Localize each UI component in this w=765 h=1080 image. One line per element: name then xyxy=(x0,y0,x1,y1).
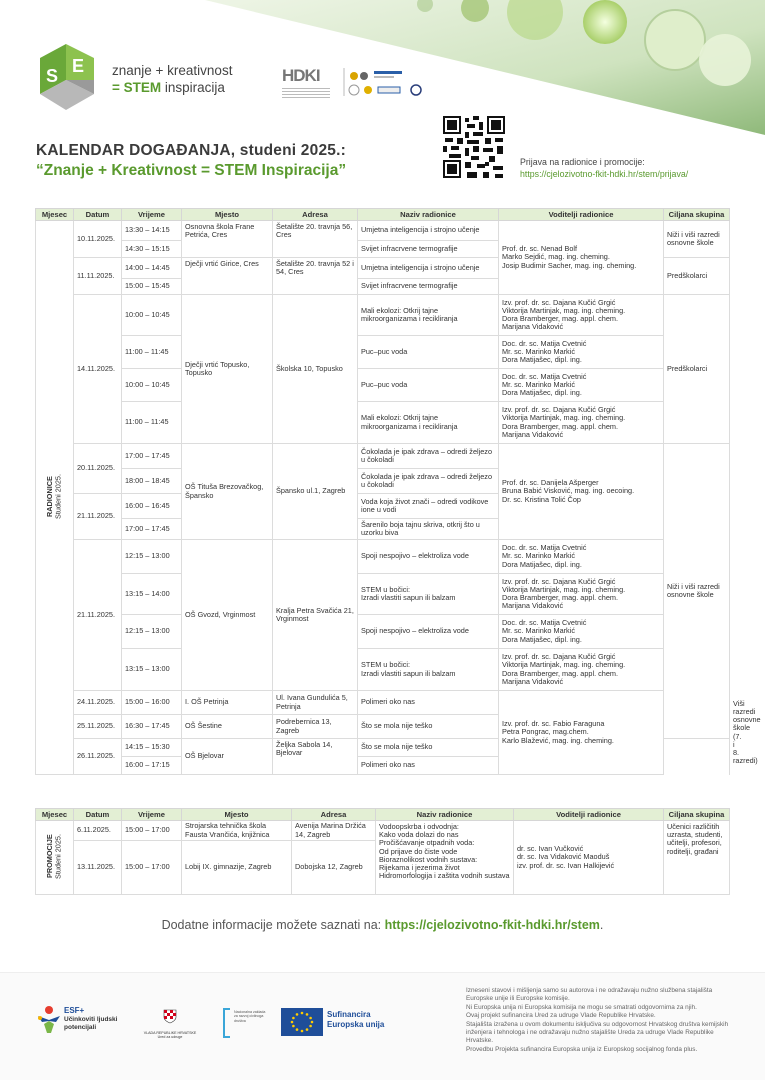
esf-subtitle: Učinkoviti ljudski potencijali xyxy=(64,1016,118,1031)
leaders-cell: Doc. dr. sc. Matija Cvetnić Mr. sc. Marinko Markić Dora Matijašec, dipl. ing. xyxy=(499,369,664,402)
leaders-cell: dr. sc. Ivan Vučković dr. sc. Iva Vidaković Maoduš izv. prof. dr. sc. Ivan Halkijević xyxy=(514,821,664,895)
col-header-leaders: Voditelji radionice xyxy=(514,809,664,821)
table-row xyxy=(36,369,730,402)
col-header-workshop-title: Naziv radionice xyxy=(376,809,514,821)
government-logo xyxy=(140,1008,200,1042)
month-cell xyxy=(36,221,74,775)
workshop-title-cell: Čokolada je ipak zdrava – odredi željezo u čokoladi xyxy=(358,469,499,494)
time-cell: 13:30 – 14:15 xyxy=(122,221,182,241)
workshop-title-cell: Voda koja život znači – odredi vodikove ione u vodi xyxy=(358,494,499,519)
stem-logo-icon xyxy=(36,40,106,116)
time-cell: 17:00 – 17:45 xyxy=(122,519,182,540)
col-header-target-group: Ciljana skupina xyxy=(664,209,730,221)
table-row xyxy=(36,221,730,241)
place-cell: Strojarska tehnička škola Fausta Vrančića, knjižnica xyxy=(182,821,292,841)
time-cell: 11:00 – 11:45 xyxy=(122,336,182,369)
time-cell: 12:15 – 13:00 xyxy=(122,540,182,574)
workshop-title-cell: Svijet infracrvene termografije xyxy=(358,241,499,258)
table-row xyxy=(36,649,730,691)
col-header-target-group: Ciljana skupina xyxy=(664,809,730,821)
leaders-cell: Izv. prof. dr. sc. Fabio Faraguna Petra Pongrac, mag.chem. Karlo Blažević, mag. ing. cheming. xyxy=(499,691,664,775)
target-group-cell: Predškolarci xyxy=(664,258,730,295)
table-row xyxy=(36,402,730,444)
col-header-place: Mjesto xyxy=(182,209,273,221)
workshop-title-cell: Što se mola nije teško xyxy=(358,739,499,757)
time-cell: 18:00 – 18:45 xyxy=(122,469,182,494)
time-cell: 13:15 – 13:00 xyxy=(122,649,182,691)
esf-figure-icon xyxy=(36,1004,62,1034)
hdki-logo: HDKI xyxy=(282,66,330,98)
logo-wordmark xyxy=(112,62,232,96)
logo-line-1: znanje + kreativnost xyxy=(112,63,233,78)
eu-flag-icon xyxy=(281,1008,323,1036)
registration-link[interactable]: https://cjelozivotno-fkit-hdki.hr/stem/prijava/ xyxy=(520,169,689,179)
date-cell: 21.11.2025. xyxy=(74,540,122,691)
esf-logo xyxy=(36,1004,118,1040)
workshop-title-cell: Mali ekolozi: Otkrij tajne mikroorganizama i recikliranja xyxy=(358,295,499,336)
date-cell: 11.11.2025. xyxy=(74,258,122,295)
workshop-title-cell: STEM u bočici: Izradi vlastiti sapun ili balzam xyxy=(358,649,499,691)
page-subtitle: “Znanje + Kreativnost = STEM Inspiracija” xyxy=(36,162,347,179)
col-header-place: Mjesto xyxy=(182,809,292,821)
more-info-link[interactable]: https://cjelozivotno-fkit-hdki.hr/stem xyxy=(384,918,600,932)
col-header-leaders: Voditelji radionice xyxy=(499,209,664,221)
leaders-cell: Prof. dr. sc. Danijela Ašperger Bruna Babić Visković, mag. ing. oecoing. Dr. sc. Kristina Tolić Čop xyxy=(499,444,664,540)
section-label-promotions: PROMOCIJE Studeni 2025. xyxy=(45,833,63,879)
place-cell: OŠ Tituša Brezovačkog, Špansko xyxy=(182,444,273,540)
table-row xyxy=(36,336,730,369)
col-header-time: Vrijeme xyxy=(122,209,182,221)
col-header-time: Vrijeme xyxy=(122,809,182,821)
eu-cofunded-logo xyxy=(281,1008,401,1038)
place-cell: Osnovna škola Frane Petrića, Cres xyxy=(182,221,273,258)
date-cell: 25.11.2025. xyxy=(74,715,122,739)
time-cell: 11:00 – 11:45 xyxy=(122,402,182,444)
month-cell xyxy=(36,821,74,895)
time-cell: 14:00 – 14:45 xyxy=(122,258,182,279)
place-cell: OŠ Bjelovar xyxy=(182,739,273,775)
table-row xyxy=(36,295,730,336)
more-info-text: Dodatne informacije možete saznati na: xyxy=(161,918,385,932)
col-header-date: Datum xyxy=(74,209,122,221)
date-cell: 14.11.2025. xyxy=(74,295,122,444)
table-row xyxy=(36,574,730,615)
target-group-cell: Niži i viši razredi osnovne škole xyxy=(664,221,730,258)
bracket-logo-icon xyxy=(222,1008,232,1038)
target-group-cell: Predškolarci xyxy=(664,295,730,444)
leaders-cell: Izv. prof. dr. sc. Dajana Kučić Grgić Viktorija Martinjak, mag. ing. cheming. Dora Bramberger, mag. appl. chem. Marijana Vidaković xyxy=(499,649,664,691)
time-cell: 13:15 – 14:00 xyxy=(122,574,182,615)
time-cell: 14:30 – 15:15 xyxy=(122,241,182,258)
col-header-address: Adresa xyxy=(273,209,358,221)
table-row xyxy=(36,540,730,574)
workshop-title-cell: Svijet infracrvene termografije xyxy=(358,279,499,295)
partner-emblems-icon xyxy=(340,66,440,98)
partner-logos xyxy=(282,64,442,98)
workshop-title-cell: Umjetna inteligencija i strojno učenje xyxy=(358,258,499,279)
place-cell: OŠ Šestine xyxy=(182,715,273,739)
ngo-fund-logo xyxy=(222,1008,272,1042)
table-header-row xyxy=(36,209,730,221)
time-cell: 15:00 – 17:00 xyxy=(122,841,182,895)
table-row xyxy=(36,444,730,469)
address-cell: Željka Sabola 14, Bjelovar xyxy=(273,739,358,775)
place-cell: Dječji vrtić Topusko, Topusko xyxy=(182,295,273,444)
col-header-workshop-title: Naziv radionice xyxy=(358,209,499,221)
place-cell: Lobij IX. gimnazije, Zagreb xyxy=(182,841,292,895)
workshop-title-cell: Što se mola nije teško xyxy=(358,715,499,739)
time-cell: 10:00 – 10:45 xyxy=(122,295,182,336)
time-cell: 15:00 – 17:00 xyxy=(122,821,182,841)
time-cell: 10:00 – 10:45 xyxy=(122,369,182,402)
col-header-month: Mjesec xyxy=(36,809,74,821)
workshop-title-cell: Šarenilo boja tajnu skriva, otkrij što u uzorku biva xyxy=(358,519,499,540)
workshop-title-cell: Puc–puc voda xyxy=(358,336,499,369)
address-cell: Avenija Marina Držića 14, Zagreb xyxy=(292,821,376,841)
leaders-cell: Doc. dr. sc. Matija Cvetnić Mr. sc. Marinko Markić Dora Matijašec, dipl. ing. xyxy=(499,615,664,649)
table-row xyxy=(36,821,730,841)
time-cell: 16:30 – 17:45 xyxy=(122,715,182,739)
address-cell: Špansko ul.1, Zagreb xyxy=(273,444,358,540)
workshops-table xyxy=(35,208,761,775)
date-cell: 10.11.2025. xyxy=(74,221,122,258)
date-cell: 6.11.2025. xyxy=(74,821,122,841)
workshop-title-cell: Polimeri oko nas xyxy=(358,691,499,715)
date-cell: 24.11.2025. xyxy=(74,691,122,715)
table-row: 24.11.2025. 15:00 – 16:00 I. OŠ Petrinja Ul. Ivana Gundulića 5, Petrinja Polimeri oko nas Izv. prof. dr. sc. Fabio Faraguna Petra Pongrac, mag.chem. Karlo Blažević, mag. ing. cheming. Viši razredi osnovne škole (7. i 8. razredi) xyxy=(36,691,730,715)
address-cell: Školska 10, Topusko xyxy=(273,295,358,444)
leaders-cell: Izv. prof. dr. sc. Dajana Kučić Grgić Viktorija Martinjak, mag. ing. cheming. Dora Bramberger, mag. appl. chem. Marijana Vidaković xyxy=(499,574,664,615)
workshop-title-cell: Puc–puc voda xyxy=(358,369,499,402)
workshop-title-cell: Vodoopskrba i odvodnja: Kako voda dolazi do nas Pročišćavanje otpadnih voda: Od prijave do čiste vode Bioraznolikost vodnih sustava: Rijekama i jezerima život Hidromorfologija i zaštita vodnih sustava xyxy=(376,821,514,895)
time-cell: 12:15 – 13:00 xyxy=(122,615,182,649)
place-cell: OŠ Gvozd, Vrginmost xyxy=(182,540,273,691)
leaders-cell: Doc. dr. sc. Matija Cvetnić Mr. sc. Marinko Markić Dora Matijašec, dipl. ing. xyxy=(499,540,664,574)
table-row xyxy=(36,615,730,649)
leaders-cell: Izv. prof. dr. sc. Dajana Kučić Grgić Viktorija Martinjak, mag. ing. cheming. Dora Bramberger, mag. appl. chem. Marijana Vidaković xyxy=(499,295,664,336)
workshop-title-cell: Polimeri oko nas xyxy=(358,757,499,775)
address-cell: Šetalište 20. travnja 56, Cres xyxy=(273,221,358,258)
leaders-cell: Izv. prof. dr. sc. Dajana Kučić Grgić Viktorija Martinjak, mag. ing. cheming. Dora Bramberger, mag. appl. chem. Marijana Vidaković xyxy=(499,402,664,444)
workshop-title-cell: Umjetna inteligencija i strojno učenje xyxy=(358,221,499,241)
disclaimer-text: Izneseni stavovi i mišljenja samo su autorova i ne odražavaju nužno službena stajališta Europske unije ili Europske komisije. Ni Europska unija ni Europska komisija ne mogu se smatrati odgovornima za njih. Ovaj projekt sufinancira Ured za udruge Vlade Republike Hrvatske. Stajališta izražena u ovom dokumentu isključiva su odgovornost Hrvatskog društva kemijskih inženjera i tehnologa i ne odražavaju nužno stajalište Ureda za udruge Vlade Republike Hrvatske. Provedbu Projekta sufinancira Europska unija iz Europskog socijalnog fonda plus. xyxy=(466,987,729,1053)
government-name: VLADA REPUBLIKE HRVATSKE Ured za udruge xyxy=(143,1031,197,1039)
workshop-title-cell: Čokolada je ipak zdrava – odredi željezo u čokoladi xyxy=(358,444,499,469)
eu-cofunded-text: Sufinancira Europska unija xyxy=(327,1010,385,1029)
date-cell: 20.11.2025. xyxy=(74,444,122,494)
table-header-row xyxy=(36,809,730,821)
more-info-line: Dodatne informacije možete saznati na: https://cjelozivotno-fkit-hdki.hr/stem. xyxy=(161,918,604,932)
date-cell: 13.11.2025. xyxy=(74,841,122,895)
time-cell: 15:00 – 16:00 xyxy=(122,691,182,715)
leaders-cell: Prof. dr. sc. Nenad Bolf Marko Sejdić, mag. ing. cheming. Josip Budimir Sacher, mag. ing. cheming. xyxy=(499,221,664,295)
place-cell: I. OŠ Petrinja xyxy=(182,691,273,715)
col-header-date: Datum xyxy=(74,809,122,821)
leaders-cell: Doc. dr. sc. Matija Cvetnić Mr. sc. Marinko Markić Dora Matijašec, dipl. ing. xyxy=(499,336,664,369)
address-cell: Ul. Ivana Gundulića 5, Petrinja xyxy=(273,691,358,715)
registration-label: Prijava na radionice i promocije: xyxy=(520,157,645,167)
target-group-cell: Niži i viši razredi osnovne škole xyxy=(664,444,730,739)
svg-text:S: S xyxy=(46,66,59,86)
target-group-cell: Učenici različitih uzrasta, studenti, učitelji, profesori, roditelji, građani xyxy=(664,821,730,895)
logo-line-2: = STEM inspiracija xyxy=(112,80,225,95)
date-cell: 26.11.2025. xyxy=(74,739,122,775)
date-cell: 21.11.2025. xyxy=(74,494,122,540)
svg-text:E: E xyxy=(72,56,85,76)
col-header-address: Adresa xyxy=(292,809,376,821)
address-cell: Podrebernica 13, Zagreb xyxy=(273,715,358,739)
workshop-title-cell: STEM u bočici: Izradi vlastiti sapun ili balzam xyxy=(358,574,499,615)
page-title: KALENDAR DOGAĐANJA, studeni 2025.: xyxy=(36,142,346,159)
time-cell: 15:00 – 15:45 xyxy=(122,279,182,295)
workshop-title-cell: Spoji nespojivo – elektroliza vode xyxy=(358,540,499,574)
col-header-month: Mjesec xyxy=(36,209,74,221)
time-cell: 17:00 – 17:45 xyxy=(122,444,182,469)
workshop-title-cell: Mali ekolozi: Otkrij tajne mikroorganizama i recikliranja xyxy=(358,402,499,444)
qr-code-icon[interactable] xyxy=(441,114,507,180)
registration-info xyxy=(520,156,688,180)
time-cell: 16:00 – 16:45 xyxy=(122,494,182,519)
time-cell: 14:15 – 15:30 xyxy=(122,739,182,757)
workshop-title-cell: Spoji nespojivo – elektroliza vode xyxy=(358,615,499,649)
ngo-fund-text: Nacionalna zaklada za razvoj civilnoga društva xyxy=(234,1010,266,1023)
place-cell: Dječji vrtić Girice, Cres xyxy=(182,258,273,295)
croatian-coat-of-arms-icon xyxy=(163,1008,177,1024)
address-cell: Kralja Petra Svačića 21, Vrginmost xyxy=(273,540,358,691)
time-cell: 16:00 – 17:15 xyxy=(122,757,182,775)
address-cell: Šetalište 20. travnja 52 i 54, Cres xyxy=(273,258,358,295)
esf-title: ESF+ xyxy=(64,1006,85,1015)
promotions-table xyxy=(35,808,730,895)
section-label-workshops: RADIONICE Studeni 2025. xyxy=(45,473,63,519)
address-cell: Dobojska 12, Zagreb xyxy=(292,841,376,895)
